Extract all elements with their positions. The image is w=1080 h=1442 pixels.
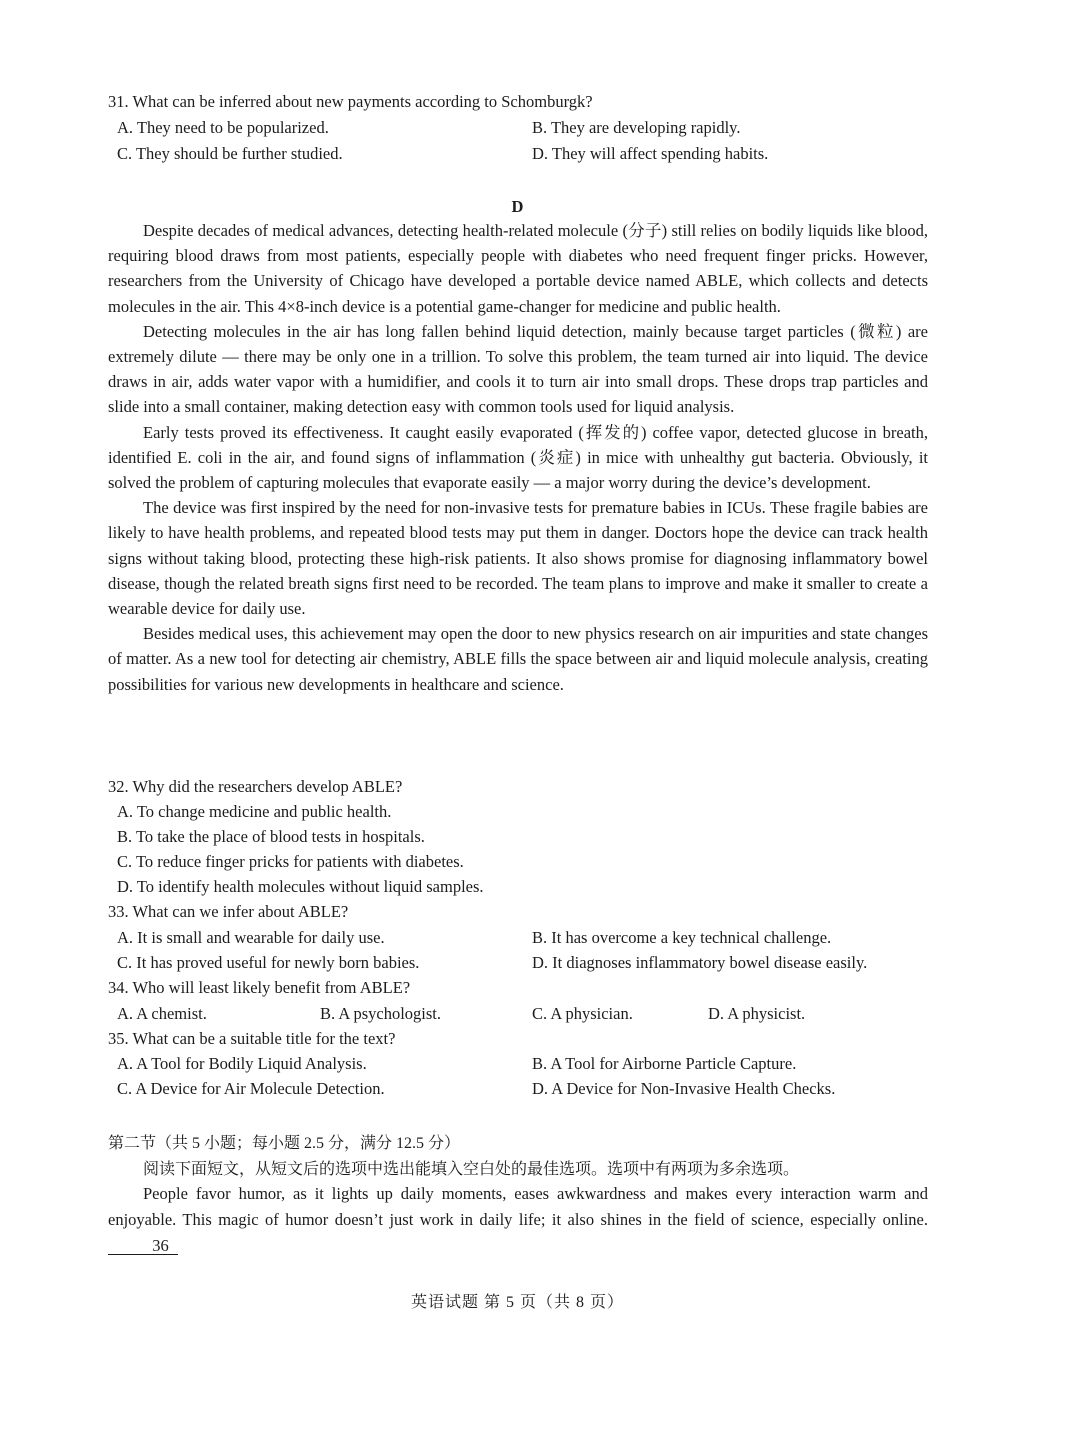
passage-d-paragraph-5: Besides medical uses, this achievement may open the door to new physics research on air impurities and state changes of matter. As a new tool for detecting air chemistry, ABLE fills the space between air and liquid molecule analysis, creating possibilities for various new developments in healthcare and science. xyxy=(108,624,928,694)
q32-option-b: B. To take the place of blood tests in hospitals. xyxy=(117,827,425,846)
q32-option-d: D. To identify health molecules without liquid samples. xyxy=(117,877,484,896)
q35-stem: 35. What can be a suitable title for the text? xyxy=(108,1029,396,1048)
q31-option-d: D. They will affect spending habits. xyxy=(532,144,769,163)
q33-stem: 33. What can we infer about ABLE? xyxy=(108,902,349,921)
q33-option-a: A. It is small and wearable for daily use. xyxy=(117,928,385,947)
q34-option-b: B. A psychologist. xyxy=(320,1004,442,1023)
section2-instruction: 阅读下面短文，从短文后的选项中选出能填入空白处的最佳选项。选项中有两项为多余选项。 xyxy=(143,1161,800,1178)
q32-stem: 32. Why did the researchers develop ABLE? xyxy=(108,777,403,796)
q32-option-c: C. To reduce finger pricks for patients with diabetes. xyxy=(117,852,464,871)
q33-option-c: C. It has proved useful for newly born babies. xyxy=(117,953,420,972)
q34-option-a: A. A chemist. xyxy=(117,1004,207,1023)
q34-option-d: D. A physicist. xyxy=(708,1004,806,1023)
q31-option-a: A. They need to be popularized. xyxy=(117,118,329,137)
q34-option-c: C. A physician. xyxy=(532,1004,633,1023)
q33-option-b: B. It has overcome a key technical challenge. xyxy=(532,928,832,947)
section2-title: 第二节（共 5 小题；每小题 2.5 分，满分 12.5 分） xyxy=(108,1135,461,1152)
passage-d-body xyxy=(108,218,928,697)
q31-option-c: C. They should be further studied. xyxy=(117,144,343,163)
passage-d-paragraph-1: Despite decades of medical advances, detecting health-related molecule (分子) still relies on bodily liquids like blood, requiring blood draws from most patients, especially people with diabetes who need frequent finger pricks. However, researchers from the University of Chicago have developed a portable device named ABLE, which collects and detects molecules in the air. This 4×8-inch device is a potential game-changer for medicine and public health. xyxy=(108,221,928,316)
page-footer: 英语试题 第 5 页（共 8 页） xyxy=(410,1294,624,1311)
q35-option-d: D. A Device for Non-Invasive Health Checks. xyxy=(532,1079,836,1098)
q31-option-b: B. They are developing rapidly. xyxy=(532,118,741,137)
passage-d-paragraph-3: Early tests proved its effectiveness. It caught easily evaporated (挥发的) coffee vapor, detected glucose in breath, identified E. coli in the air, and found signs of inflammation (炎症) in mice with unhealthy gut bacteria. Obviously, it solved the problem of capturing molecules that evaporate easily — a major worry during the device’s development. xyxy=(108,422,928,493)
q32-option-a: A. To change medicine and public health. xyxy=(117,802,392,821)
q31-stem: 31. What can be inferred about new payments according to Schomburgk? xyxy=(108,92,593,111)
passage-d-paragraph-2: Detecting molecules in the air has long fallen behind liquid detection, mainly because target particles (微粒) are extremely dilute — there may be only one in a trillion. To solve this problem, the team turned air into liquid. The device draws in air, adds water vapor with a humidifier, and cools it to turn air into small drops. These drops trap particles and slide into a small container, making detection easy with common tools used for liquid analysis. xyxy=(108,321,928,417)
passage-d-paragraph-4: The device was first inspired by the need for non-invasive tests for premature babies in ICUs. These fragile babies are likely to have health problems, and repeated blood tests may put them in danger. Doctors hope the device can track health signs without taking blood, protecting these high-risk patients. It also shows promise for diagnosing inflammatory bowel disease, though the related breath signs first need to be recorded. The team plans to improve and make it smaller to create a wearable device for daily use. xyxy=(108,498,928,619)
q35-option-c: C. A Device for Air Molecule Detection. xyxy=(117,1079,385,1098)
q33-option-d: D. It diagnoses inflammatory bowel disease easily. xyxy=(532,953,868,972)
q34-stem: 34. Who will least likely benefit from ABLE? xyxy=(108,978,411,997)
passage-d-heading: D xyxy=(511,197,524,216)
blank-36[interactable]: 36 xyxy=(108,1238,178,1255)
section2-passage xyxy=(108,1181,928,1259)
q35-option-b: B. A Tool for Airborne Particle Capture. xyxy=(532,1054,797,1073)
section2-paragraph xyxy=(108,1181,928,1259)
q35-option-a: A. A Tool for Bodily Liquid Analysis. xyxy=(117,1054,367,1073)
section2-paragraph-text: People favor humor, as it lights up daily moments, eases awkwardness and makes every interaction warm and enjoyable. This magic of humor doesn’t just work in daily life; it also shines in the field of science, especially online. xyxy=(108,1184,928,1229)
